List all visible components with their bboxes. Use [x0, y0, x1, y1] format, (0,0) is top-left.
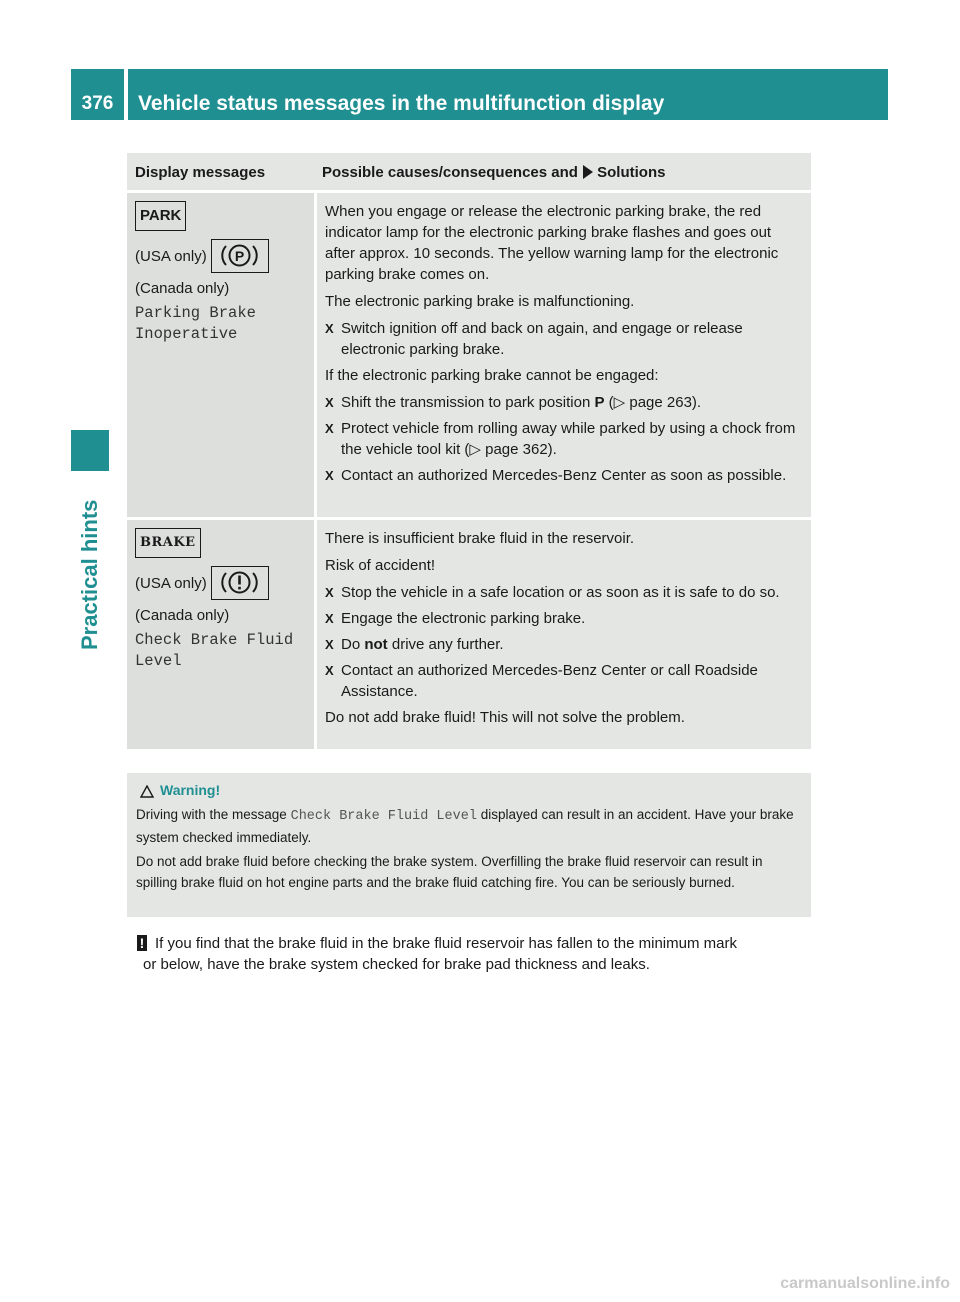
warning-paragraph: Do not add brake fluid before checking the brake system. Overfilling the brake fluid reservoir can result in spilling brake fluid on hot engine parts and the brake fluid catching fire. You can be seriously burned.	[136, 854, 763, 890]
exclamation-icon: !	[137, 935, 147, 951]
display-messages-table	[127, 153, 811, 749]
list-item: X Switch ignition off and back on again, and engage or release electronic parking brake.	[325, 318, 805, 360]
list-item: X Do not drive any further.	[325, 634, 805, 655]
brake-lamp-icon: BRAKE	[135, 528, 201, 558]
display-text: Parking Brake Inoperative	[135, 304, 256, 343]
svg-text:P: P	[234, 248, 244, 264]
list-item: X Contact an authorized Mercedes-Benz Center as soon as possible.	[325, 465, 805, 486]
canada-only-label: (Canada only)	[135, 280, 230, 297]
brake-warning-icon	[211, 566, 269, 600]
page-ref-link[interactable]: (▷ page 263).	[608, 394, 702, 411]
table-row	[127, 520, 811, 749]
display-message-cell	[127, 193, 314, 517]
list-item: X Shift the transmission to park position P (▷ page 263).	[325, 392, 805, 413]
list-item: X Protect vehicle from rolling away while parked by using a chock from the vehicle tool kit (▷ page 362).	[325, 418, 805, 460]
table-header	[127, 153, 811, 190]
list-item: X Contact an authorized Mercedes-Benz Center or call Roadside Assistance.	[325, 660, 805, 702]
park-lamp-icon: PARK	[135, 201, 186, 231]
note-block: ! If you find that the brake fluid in the brake fluid reservoir has fallen to the minimum mark or below, have the brake system checked for brake pad thickness and leaks.	[127, 933, 817, 975]
display-text: Check Brake Fluid Level	[135, 631, 294, 670]
page-header	[71, 69, 888, 120]
list-item: X Engage the electronic parking brake.	[325, 608, 805, 629]
side-tab-marker	[71, 430, 109, 471]
warning-box	[127, 773, 811, 917]
solutions-cell: There is insufficient brake fluid in the reservoir. Risk of accident! X Stop the vehicle in a safe location or as soon as it is safe to do so. X Engage the electronic parking brake. X Do not drive any further. X Contact an authorized Mercedes-Benz Center or call Roadside Assistance. Do not add brake fluid! This will not solve the problem.	[317, 520, 811, 749]
warning-heading: Warning!	[136, 780, 803, 801]
warning-paragraph: Driving with the message Check Brake Fluid Level displayed can result in an accident. Have your brake system checked immediately.	[136, 807, 794, 845]
warning-triangle-icon	[140, 783, 154, 804]
solutions-cell: When you engage or release the electronic parking brake, the red indicator lamp for the electronic parking brake flashes and goes out after approx. 10 seconds. The yellow warning lamp for the electronic parking brake comes on. The electronic parking brake is malfunctioning. X Switch ignition off and back on again, and engage or release electronic parking brake. If the electronic parking brake cannot be engaged: X Shift the transmission to park position P (▷ page 263). X Protect vehicle from rolling away while parked by using a chock from the vehicle tool kit (▷ page 362). X Contact an authorized Mercedes-Benz Center as soon as possible.	[317, 193, 811, 517]
list-item: X Stop the vehicle in a safe location or as soon as it is safe to do so.	[325, 582, 805, 603]
page-number: 376	[71, 69, 124, 120]
usa-only-label: (USA only)	[135, 247, 207, 265]
display-message-cell	[127, 520, 314, 749]
table-row	[127, 193, 811, 517]
watermark: carmanualsonline.info	[780, 1275, 950, 1292]
arrow-right-icon	[583, 165, 593, 179]
col-causes-solutions: Possible causes/consequences and Solutions	[322, 164, 666, 181]
side-tab-label: Practical hints	[77, 499, 102, 650]
col-display-messages: Display messages	[135, 164, 266, 181]
parking-brake-icon	[211, 239, 269, 273]
section-title: Vehicle status messages in the multifunction display	[128, 69, 888, 120]
canada-only-label: (Canada only)	[135, 607, 230, 624]
usa-only-label: (USA only)	[135, 574, 207, 592]
